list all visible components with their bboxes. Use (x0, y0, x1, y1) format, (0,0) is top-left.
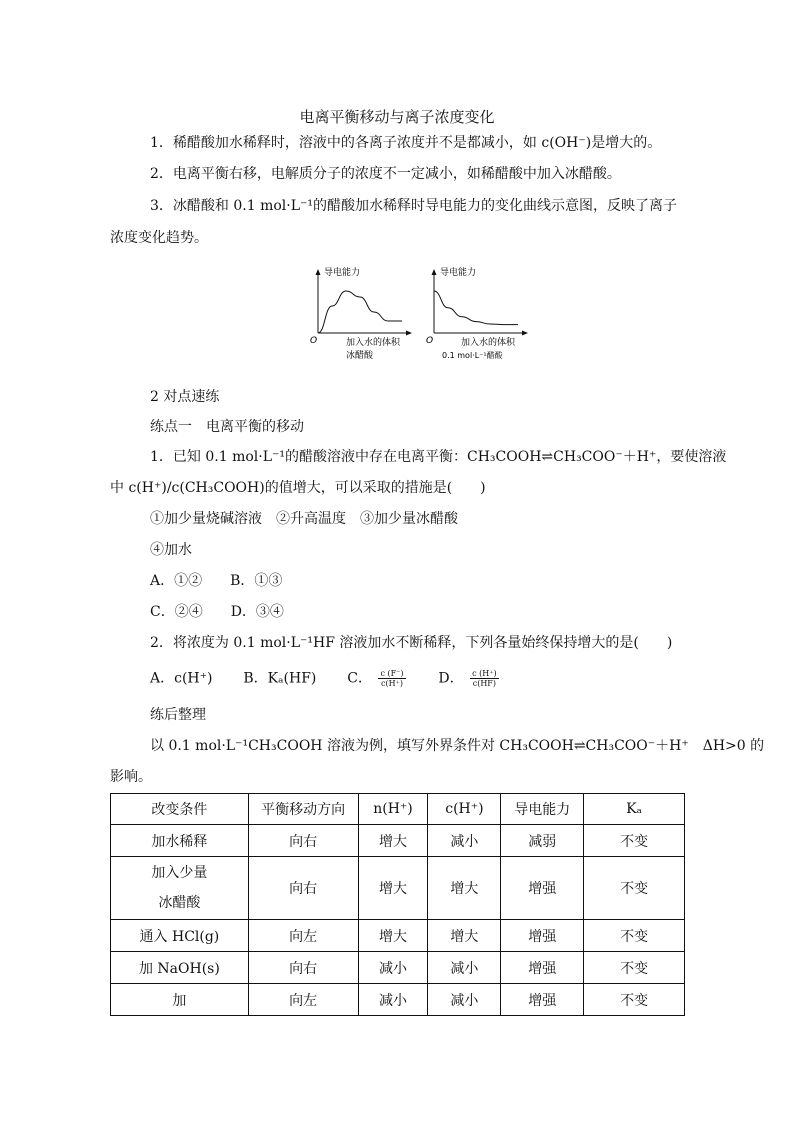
chart2-xlabel: 加入水的体积 (461, 338, 516, 348)
table-cell: 减弱 (501, 825, 584, 857)
table-cell: 不变 (584, 952, 685, 984)
question-1-choices-cd: C．②④ D．③④ (150, 604, 284, 620)
table-cell: 减小 (428, 952, 501, 984)
chart-glacial-acetic (310, 266, 412, 361)
chart2-title: 0.1 mol·L⁻¹醋酸 (442, 351, 503, 360)
table-cell: 不变 (584, 825, 685, 857)
table-cell: 加 NaOH(s) (111, 952, 249, 984)
chart2-origin: O (426, 336, 434, 346)
choice-d-fraction (470, 669, 498, 688)
table-header: n(H⁺) (358, 794, 428, 825)
table-cell: 减小 (428, 825, 501, 857)
chart1-curve (318, 291, 402, 333)
chart1-xlabel: 加入水的体积 (346, 338, 401, 348)
intro-point-3-cont: 浓度变化趋势。 (110, 230, 208, 246)
intro-point-3: 3．冰醋酸和 0.1 mol·L⁻¹的醋酸加水稀释时导电能力的变化曲线示意图，反映了离子 (150, 198, 678, 214)
choice-c-numerator: c (F⁻) (380, 669, 404, 678)
intro-point-2: 2．电离平衡右移，电解质分子的浓度不一定减小，如稀醋酸中加入冰醋酸。 (150, 166, 621, 182)
question-1-choices-ab: A．①② B．①③ (150, 573, 283, 589)
table-header: c(H⁺) (428, 794, 501, 825)
table-cell: 减小 (358, 952, 428, 984)
choice-b: B．Kₐ(HF) (243, 670, 317, 687)
summary-text: 以 0.1 mol·L⁻¹CH₃COOH 溶液为例，填写外界条件对 CH₃COOH⇌CH₃COO⁻＋H⁺ ΔH>0 的 (150, 738, 765, 754)
page-title: 电离平衡移动与离子浓度变化 (299, 108, 495, 126)
chart1-y-arrow (316, 269, 321, 275)
table-cell: 向右 (248, 952, 358, 984)
question-1-cont: 中 c(H⁺)/c(CH₃COOH)的值增大，可以采取的措施是( ) (110, 480, 486, 496)
section-title: 2 对点速练 (150, 389, 220, 405)
table-cell: 向右 (248, 825, 358, 857)
question-1-option-4: ④加水 (150, 542, 192, 558)
summary-heading: 练后整理 (150, 707, 206, 723)
chart2-y-arrow (432, 269, 437, 275)
table-header: 平衡移动方向 (248, 794, 358, 825)
conductivity-charts (306, 263, 536, 363)
table-header-row (111, 794, 685, 825)
choice-c-fraction (378, 669, 405, 688)
table-cell: 加入少量 冰醋酸 (111, 857, 249, 920)
table-cell: 增大 (428, 857, 501, 920)
table-cell: 增大 (358, 920, 428, 952)
table-cell: 增大 (428, 920, 501, 952)
table-cell: 减小 (358, 984, 428, 1016)
question-1-options: ①加少量烧碱溶液 ②升高温度 ③加少量冰醋酸 (150, 511, 458, 527)
choice-d-denominator: c(HF) (472, 679, 496, 688)
table-cell: 增强 (501, 952, 584, 984)
summary-text-cont: 影响。 (110, 769, 152, 785)
table-cell: 通入 HCl(g) (111, 920, 249, 952)
question-2-choices (150, 669, 501, 688)
table-row (111, 825, 685, 857)
question-1: 1．已知 0.1 mol·L⁻¹的醋酸溶液中存在电离平衡：CH₃COOH⇌CH₃COO⁻＋H⁺，要使溶液 (150, 449, 727, 465)
choice-d-label: D． (438, 670, 464, 687)
table-header: Kₐ (584, 794, 685, 825)
table-header: 改变条件 (111, 794, 249, 825)
table-cell: 加水稀释 (111, 825, 249, 857)
chart1-title: 冰醋酸 (346, 351, 374, 361)
table-cell: 增大 (358, 825, 428, 857)
choice-d-numerator: c (H⁺) (472, 669, 497, 678)
choice-c-label: C． (347, 670, 373, 687)
table-header: 导电能力 (501, 794, 584, 825)
table-cell: 增强 (501, 920, 584, 952)
table-cell: 减小 (428, 984, 501, 1016)
chart1-x-arrow (406, 331, 412, 336)
chart-dilute-acetic (426, 266, 528, 360)
table-cell: 不变 (584, 984, 685, 1016)
table-row (111, 857, 685, 920)
question-2: 2．将浓度为 0.1 mol·L⁻¹HF 溶液加水不断稀释，下列各量始终保持增大的是( ) (150, 635, 673, 651)
table-cell: 增强 (501, 857, 584, 920)
chart2-ylabel: 导电能力 (440, 268, 477, 278)
chart1-ylabel: 导电能力 (324, 268, 361, 278)
table-row (111, 920, 685, 952)
effects-table (110, 793, 685, 1016)
chart1-origin: O (310, 336, 318, 346)
practice-heading: 练点一 电离平衡的移动 (150, 419, 304, 435)
table-row (111, 952, 685, 984)
choice-a: A．c(H⁺) (150, 670, 213, 687)
chart2-curve (434, 291, 518, 325)
table-cell: 增大 (358, 857, 428, 920)
table-row (111, 984, 685, 1016)
choice-c-denominator: c(H⁺) (381, 679, 403, 688)
table-cell: 增强 (501, 984, 584, 1016)
table-cell: 不变 (584, 857, 685, 920)
table-cell: 向右 (248, 857, 358, 920)
table-cell: 向左 (248, 984, 358, 1016)
chart2-x-arrow (522, 331, 528, 336)
intro-point-1: 1．稀醋酸加水稀释时，溶液中的各离子浓度并不是都减小，如 c(OH⁻)是增大的。 (150, 135, 662, 151)
table-cell: 向左 (248, 920, 358, 952)
table-cell: 不变 (584, 920, 685, 952)
table-cell: 加 (111, 984, 249, 1016)
